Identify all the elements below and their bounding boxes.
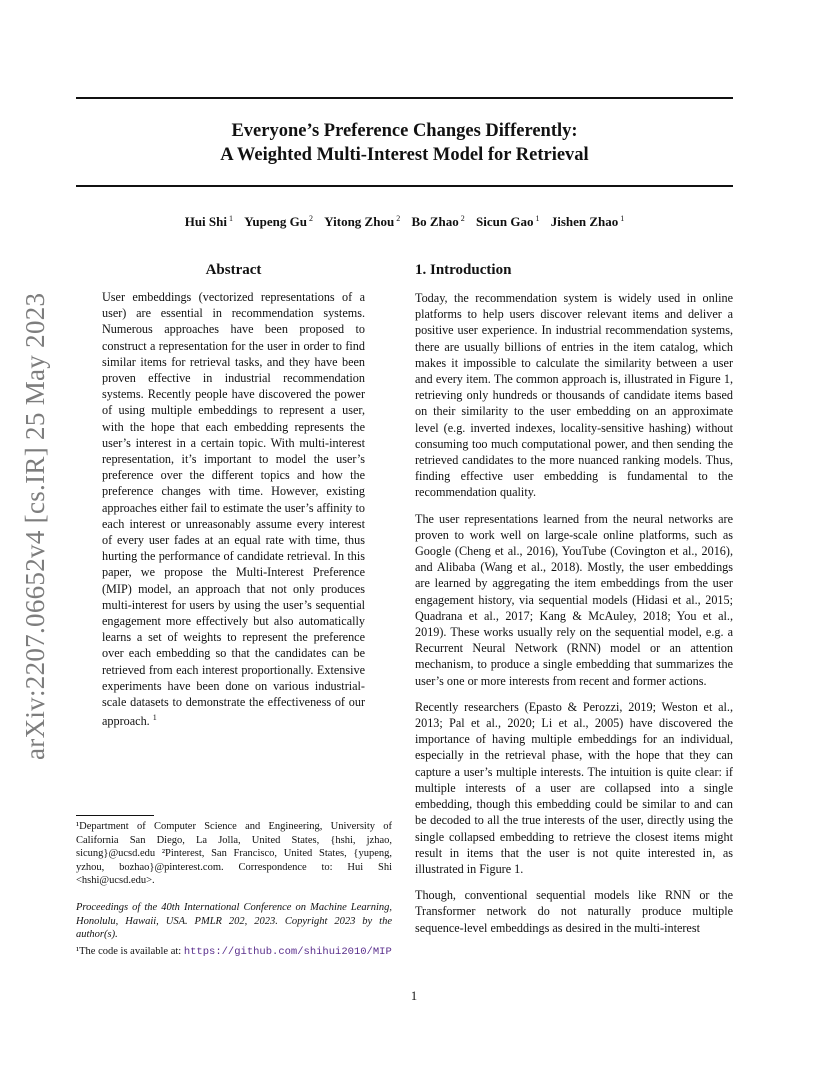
intro-paragraph-3: Recently researchers (Epasto & Perozzi, 2019; Weston et al., 2013; Pal et al., 2020; Li et al., 2005) have discovered the importance of having multiple embeddings for an individual, especially in the retrieval phase, with the hope that they can capture a user’s multiple interests. The intuition is quite clear: if multiple interests of a user are collapsed into a single embedding, though this embedding could be similar to and can be decoded to all the true interests of the user, directly using the single collapsed embedding to retrieve the closest items might result in items that the user is not quite interested in, as illustrated in Figure 1. — [415, 699, 733, 876]
abstract-text: User embeddings (vectorized representations of a user) are essential in recommendation systems. Numerous approaches have been proposed to construct a representation for the user in order to find similar items for retrieval tasks, and they have been proven effective in industrial recommendation systems. Recently people have discovered the power of using multiple embeddings to represent a user, with the hope that each embedding represents the user’s interest in a certain topic. With multi-interest representation, it’s important to model the user’s preference over the different topics and how the preference changes with time. However, existing approaches either fail to estimate the user’s affinity to each interest or unreasonably assume every interest of every user fades at an equal rate with time, thus hurting the performance of candidate retrieval. In this paper, we propose the Multi-Interest Preference (MIP) model, an approach that not only produces multi-interest for users by using the user’s sequential engagement more effectively but also automatically learns a set of weights to represent the preference over each embedding so that the candidates can be retrieved from each interest proportionally. Extensive experiments have been done on various industrial-scale datasets to demonstrate the effectiveness of our approach. — [102, 290, 365, 729]
author — [185, 214, 233, 229]
author — [476, 214, 539, 229]
page-number: 1 — [410, 989, 418, 1003]
title-top-rule — [76, 97, 733, 99]
author-list — [76, 214, 733, 230]
abstract-section — [102, 260, 365, 730]
abstract-footnote-mark[interactable]: 1 — [152, 713, 157, 723]
author — [324, 214, 400, 229]
abstract-heading: Abstract — [205, 262, 262, 278]
author-affiliation: 1 — [620, 214, 625, 223]
arxiv-stamp: arXiv:2207.06652v4 [cs.IR] 25 May 2023 — [20, 292, 50, 760]
title-line-2: A Weighted Multi-Interest Model for Retrieval — [220, 145, 589, 165]
intro-paragraph-2: The user representations learned from the neural networks are proven to work well on large-scale online platforms, such as Google (Cheng et al., 2016), YouTube (Covington et al., 2016), and Alibaba (Wang et al., 2018). Mostly, the user embeddings are learned by aggregating the item embeddings from the user engagement history, via sequential models (Hidasi et al., 2015; Quadrana et al., 2017; Kang & McAuley, 2018; You et al., 2019). These works usually rely on the sequential model, e.g. a Recurrent Neural Network (RNN) model or an attention mechanism, to produce a single embedding that summarizes the user’s one or more interests from recent and former actions. — [415, 511, 733, 688]
code-url-link[interactable]: https://github.com/shihui2010/MIP — [183, 945, 392, 958]
intro-paragraph-4: Though, conventional sequential models like RNN or the Transformer network do not naturally produce multiple sequence-level embeddings as desired in the multi-interest — [415, 888, 733, 935]
author-name: Yitong Zhou — [324, 214, 395, 230]
author-affiliation: 2 — [460, 214, 465, 223]
author-name: Yupeng Gu — [244, 214, 307, 230]
author-name: Bo Zhao — [411, 214, 459, 230]
footnote-code-prefix: ¹The code is available at: — [76, 945, 182, 957]
author-name: Sicun Gao — [476, 214, 534, 230]
intro-paragraph-1: Today, the recommendation system is widely used in online platforms to help users discover relevant items and deliver a positive user experience. In industrial recommendation systems, there are usually billions of entries in the item catalog, which makes it impossible to calculate the similarity between a user and every item. The common approach is, illustrated in Figure 1, retrieving only hundreds or thousands of candidate items based on their similarity to the user embedding on an approximate level (e.g. inverted indexes, locality-sensitive hashing) without consuming too much computational power, and then sending the retrieved candidates to the more nuanced ranking models. Thus, finding effective user embedding is fundamental to the recommendation quality. — [415, 291, 733, 500]
introduction-section — [415, 260, 733, 936]
footnote-affiliations: ¹Department of Computer Science and Engineering, University of California San Diego, La Jolla, United States, {hshi, jzhao, sicung}@ucsd.edu ²Pinterest, San Francisco, United States, {yupeng, yzhou, bozhao}@pinterest.com. Correspondence to: Hui Shi <hshi@ucsd.edu>. — [76, 821, 392, 887]
footnote-proceedings: Proceedings of the 40th International Conference on Machine Learning, Honolulu, Hawaii, USA. PMLR 202, 2023. Copyright 2023 by the author(s). — [76, 901, 392, 941]
author-affiliation: 2 — [396, 214, 401, 223]
author-name: Jishen Zhao — [550, 214, 619, 230]
footnote-code — [76, 945, 392, 960]
author-affiliation: 2 — [308, 214, 313, 223]
author — [411, 214, 464, 229]
footnotes — [76, 820, 392, 959]
footnote-rule — [76, 815, 154, 816]
title-line-1: Everyone’s Preference Changes Differently: — [231, 121, 578, 141]
author-affiliation: 1 — [535, 214, 540, 223]
introduction-heading: 1. Introduction — [415, 262, 512, 278]
author — [244, 214, 313, 229]
author — [551, 214, 625, 229]
paper-title — [76, 119, 733, 167]
author-name: Hui Shi — [184, 214, 227, 230]
title-bottom-rule — [76, 185, 733, 187]
abstract-body — [102, 289, 365, 730]
author-affiliation: 1 — [228, 214, 233, 223]
